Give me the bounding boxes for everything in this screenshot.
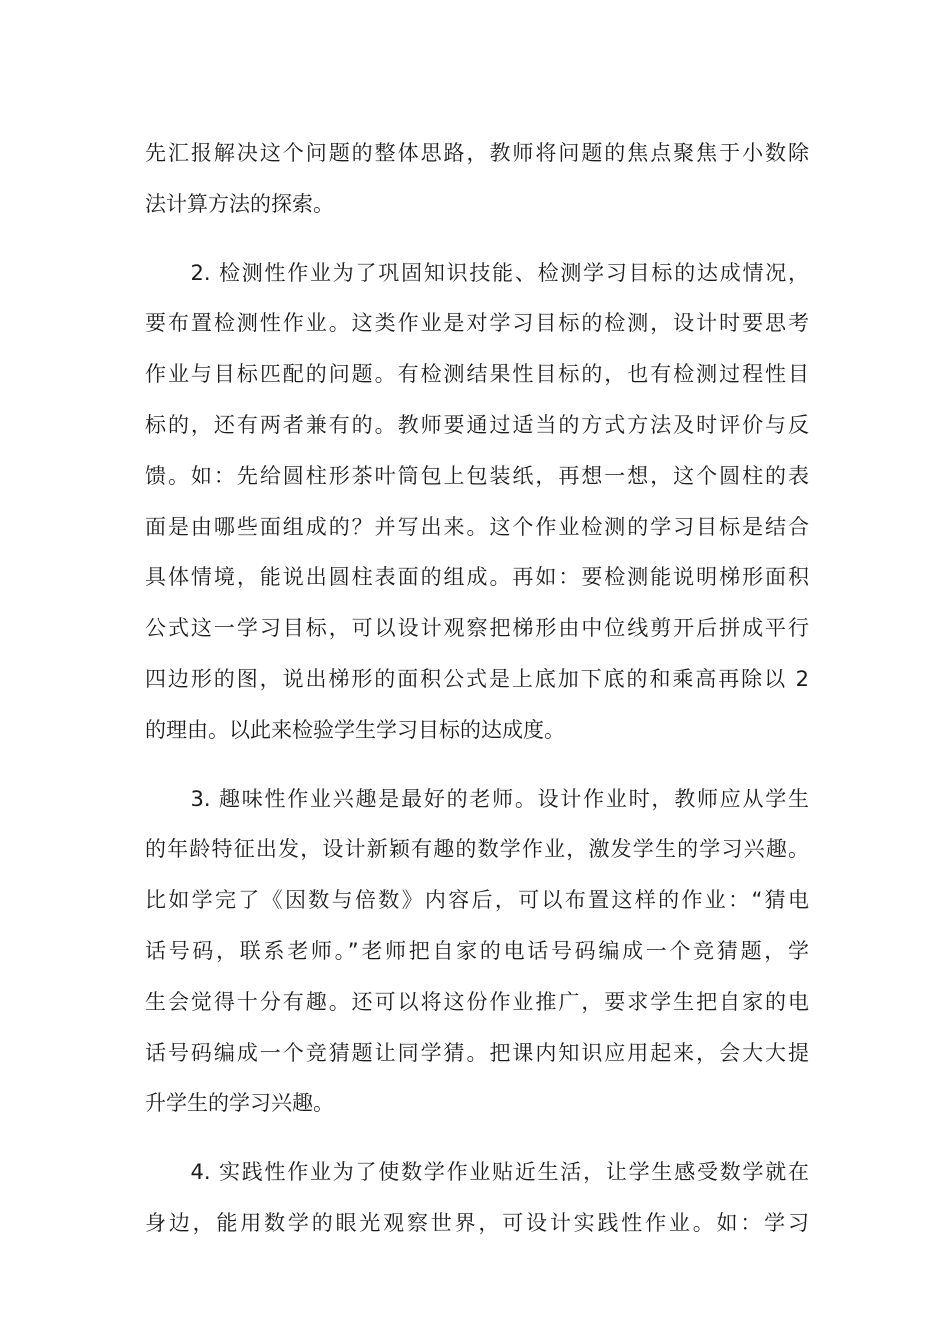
paragraph-1 <box>145 128 809 230</box>
text-line: 比如学完了《因数与倍数》内容后，可以布置这样的作业：“猜电 <box>145 888 809 913</box>
paragraph-gap <box>145 230 809 248</box>
text-line: 要布置检测性作业。这类作业是对学习目标的检测，设计时要思考 <box>145 311 809 336</box>
body-text <box>145 128 809 1249</box>
text-line: 的理由。以此来检验学生学习目标的达成度。 <box>145 717 565 742</box>
text-line: 4. 实践性作业为了使数学作业贴近生活，让学生感受数学就在 <box>145 1160 809 1185</box>
text-line: 四边形的图，说出梯形的面积公式是上底加下底的和乘高再除以 2 <box>145 666 809 691</box>
text-line: 公式这一学习目标，可以设计观察把梯形由中位线剪开后拼成平行 <box>145 616 809 641</box>
text-line: 升学生的学习兴趣。 <box>145 1091 334 1116</box>
paragraph-4 <box>145 1147 809 1249</box>
text-line: 的年龄特征出发，设计新颖有趣的数学作业，激发学生的学习兴趣。 <box>145 837 809 862</box>
text-line: 馈。如：先给圆柱形茶叶筒包上包装纸，再想一想，这个圆柱的表 <box>145 463 809 488</box>
text-line: 法计算方法的探索。 <box>145 191 334 216</box>
paragraph-gap <box>145 756 809 774</box>
text-line: 作业与目标匹配的问题。有检测结果性目标的，也有检测过程性目 <box>145 362 809 387</box>
paragraph-2 <box>145 248 809 756</box>
text-line: 话号码，联系老师。”老师把自家的电话号码编成一个竞猜题，学 <box>145 938 809 963</box>
paragraph-3 <box>145 774 809 1130</box>
text-line: 标的，还有两者兼有的。教师要通过适当的方式方法及时评价与反 <box>145 412 809 437</box>
text-line: 话号码编成一个竞猜题让同学猜。把课内知识应用起来，会大大提 <box>145 1040 809 1065</box>
text-line: 3. 趣味性作业兴趣是最好的老师。设计作业时，教师应从学生 <box>145 786 809 811</box>
text-line: 生会觉得十分有趣。还可以将这份作业推广，要求学生把自家的电 <box>145 989 809 1014</box>
text-line: 面是由哪些面组成的？并写出来。这个作业检测的学习目标是结合 <box>145 514 809 539</box>
text-line: 具体情境，能说出圆柱表面的组成。再如：要检测能说明梯形面积 <box>145 565 809 590</box>
text-line: 2. 检测性作业为了巩固知识技能、检测学习目标的达成情况， <box>145 260 809 285</box>
paragraph-gap <box>145 1129 809 1147</box>
text-line: 身边，能用数学的眼光观察世界，可设计实践性作业。如：学习 <box>145 1210 809 1235</box>
text-line: 先汇报解决这个问题的整体思路，教师将问题的焦点聚焦于小数除 <box>145 141 809 165</box>
